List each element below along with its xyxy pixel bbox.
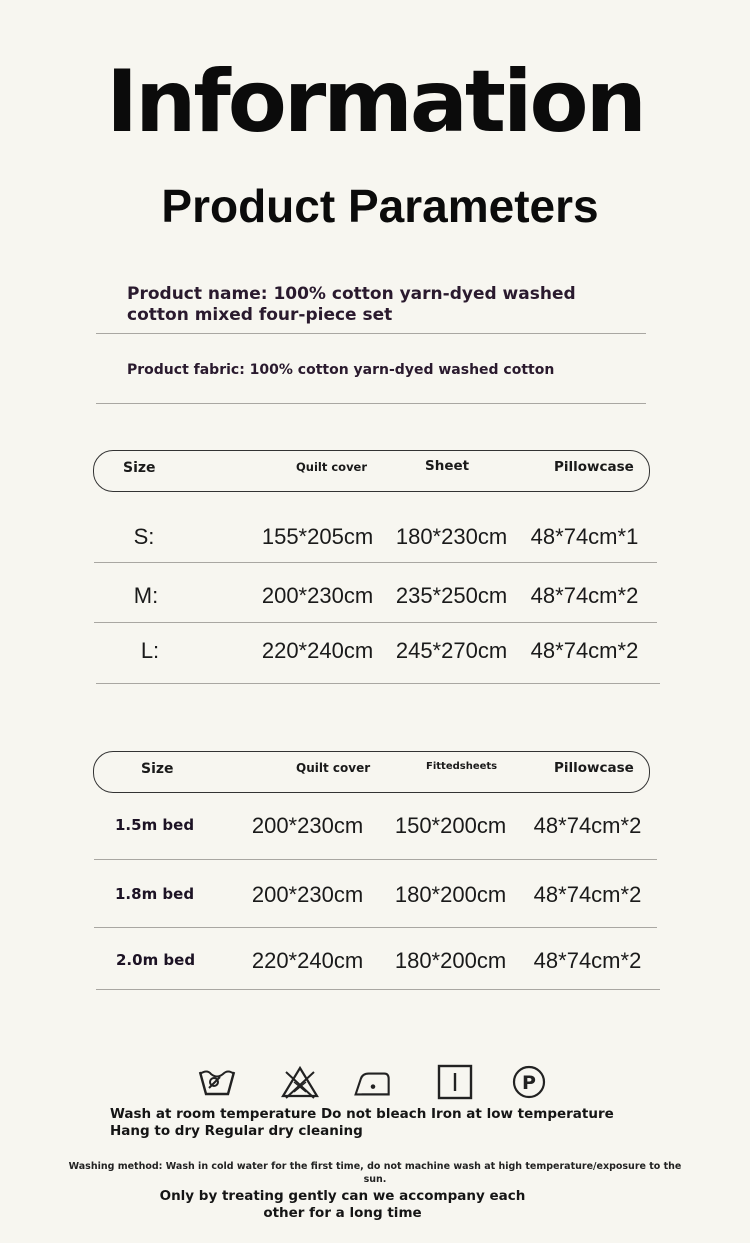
table2-row-size: 1.5m bed bbox=[115, 816, 195, 834]
table1-row-size: M: bbox=[133, 583, 159, 608]
table1-cell: 200*230cm bbox=[261, 583, 374, 608]
table1-row-size: L: bbox=[140, 638, 160, 663]
table-row-divider bbox=[94, 927, 657, 928]
care-instructions: Wash at room temperature Do not bleach Iron at low temperature Hang to dry Regular dry cleaning bbox=[110, 1106, 614, 1139]
table2-header-quilt: Quilt cover bbox=[296, 761, 371, 775]
table2-cell: 220*240cm bbox=[251, 948, 364, 973]
table-row-divider bbox=[94, 859, 657, 860]
do-not-bleach-icon bbox=[280, 1064, 320, 1100]
table2-cell: 150*200cm bbox=[394, 813, 507, 838]
page-title: Information bbox=[106, 52, 644, 152]
wash-room-temperature-icon bbox=[197, 1064, 237, 1100]
table2-header-pillow: Pillowcase bbox=[554, 760, 634, 776]
table-row-divider bbox=[94, 622, 657, 623]
product-name: Product name: 100% cotton yarn-dyed washed cotton mixed four-piece set bbox=[127, 284, 576, 325]
table1-cell: 180*230cm bbox=[395, 524, 508, 549]
svg-text:P: P bbox=[522, 1072, 536, 1094]
table-row-divider bbox=[96, 683, 660, 684]
table1-cell: 48*74cm*2 bbox=[530, 583, 639, 608]
table1-header-size: Size bbox=[123, 460, 156, 476]
table-row-divider bbox=[96, 989, 660, 990]
divider bbox=[96, 403, 646, 404]
table2-cell: 48*74cm*2 bbox=[533, 882, 642, 907]
table1-cell: 235*250cm bbox=[395, 583, 508, 608]
table2-cell: 200*230cm bbox=[251, 882, 364, 907]
iron-low-temperature-icon bbox=[353, 1066, 393, 1102]
table2-cell: 48*74cm*2 bbox=[533, 813, 642, 838]
table2-row-size: 1.8m bed bbox=[115, 885, 195, 903]
table1-header-sheet: Sheet bbox=[425, 458, 470, 474]
table1-cell: 155*205cm bbox=[261, 524, 374, 549]
washing-method: Washing method: Wash in cold water for the first time, do not machine wash at high temperature/exposure to the sun. bbox=[68, 1161, 682, 1185]
table1-cell: 48*74cm*1 bbox=[530, 524, 639, 549]
table2-row-size: 2.0m bed bbox=[116, 951, 196, 969]
closing-note: Only by treating gently can we accompany each other for a long time bbox=[159, 1188, 526, 1221]
table2-cell: 180*200cm bbox=[394, 882, 507, 907]
hang-to-dry-icon bbox=[435, 1064, 475, 1100]
dry-clean-icon bbox=[510, 1064, 550, 1100]
table2-header-sheet: Fittedsheets bbox=[426, 761, 498, 772]
table2-cell: 200*230cm bbox=[251, 813, 364, 838]
table2-cell: 180*200cm bbox=[394, 948, 507, 973]
table1-header-pillow: Pillowcase bbox=[554, 459, 634, 475]
table1-cell: 48*74cm*2 bbox=[530, 638, 639, 663]
product-fabric: Product fabric: 100% cotton yarn-dyed washed cotton bbox=[127, 362, 555, 378]
table1-header-quilt: Quilt cover bbox=[296, 460, 368, 474]
table2-header-size: Size bbox=[141, 761, 174, 777]
table1-cell: 220*240cm bbox=[261, 638, 374, 663]
table1-row-size: S: bbox=[133, 524, 155, 549]
divider bbox=[96, 333, 646, 334]
table-row-divider bbox=[94, 562, 657, 563]
table2-cell: 48*74cm*2 bbox=[533, 948, 642, 973]
page-subtitle: Product Parameters bbox=[161, 180, 599, 232]
table1-cell: 245*270cm bbox=[395, 638, 508, 663]
